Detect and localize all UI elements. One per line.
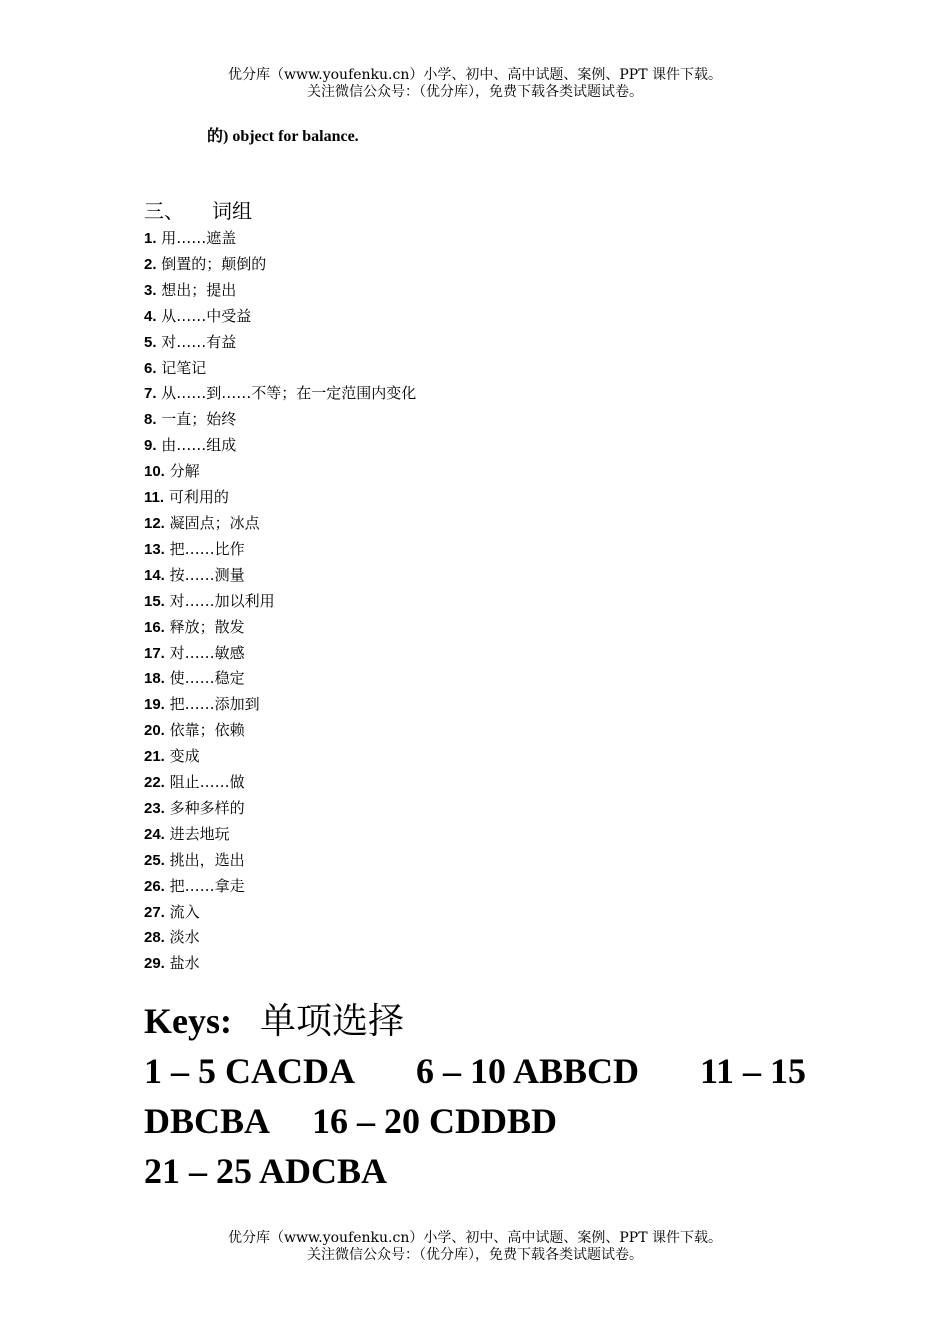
keys-row-3: [144, 1146, 814, 1196]
phrase-number: 27.: [144, 903, 165, 921]
phrase-number: 26.: [144, 877, 165, 895]
phrase-text: 从……中受益: [161, 306, 252, 325]
phrase-text: 盐水: [169, 954, 200, 973]
phrase-item: [144, 563, 416, 589]
phrase-item: [144, 848, 416, 874]
phrase-text: 流入: [169, 902, 200, 921]
phrase-item: [144, 744, 416, 770]
phrase-number: 14.: [144, 566, 165, 584]
phrase-number: 28.: [144, 929, 165, 947]
phrase-number: 22.: [144, 774, 165, 792]
phrase-number: 19.: [144, 696, 165, 714]
page-header: [0, 67, 950, 101]
phrase-item: [144, 874, 416, 900]
phrase-item: [144, 770, 416, 796]
phrase-number: 1.: [144, 230, 157, 247]
phrase-text: 使……稳定: [169, 669, 245, 688]
phrase-item: [144, 407, 416, 433]
answer-keys: [144, 996, 814, 1196]
phrase-number: 23.: [144, 799, 165, 817]
phrase-item: [144, 822, 416, 848]
phrase-item: [144, 252, 416, 278]
phrase-number: 6.: [144, 359, 157, 377]
phrase-text: 记笔记: [161, 358, 207, 377]
key-answers: ABBCD: [512, 1051, 640, 1091]
section-heading: [144, 198, 252, 224]
key-range: 1 – 5: [144, 1051, 216, 1091]
phrase-number: 12.: [144, 514, 165, 532]
phrase-text: 从……到……不等；在一定范围内变化: [161, 384, 417, 403]
phrase-number: 20.: [144, 722, 165, 740]
phrase-number: 16.: [144, 618, 165, 636]
key-group: [416, 1046, 639, 1096]
phrase-item: [144, 951, 416, 977]
phrase-text: 把……添加到: [169, 695, 260, 714]
phrase-number: 9.: [144, 437, 157, 455]
phrase-number: 15.: [144, 592, 165, 610]
phrase-item: [144, 356, 416, 382]
key-group: [144, 1046, 355, 1096]
phrase-text: 变成: [169, 747, 200, 766]
header-line-1: 优分库（www.youfenku.cn）小学、初中、高中试题、案例、PPT 课件下载。: [227, 67, 722, 83]
phrase-text: 倒置的；颠倒的: [161, 254, 267, 273]
phrase-item: [144, 641, 416, 667]
phrase-text: 分解: [169, 462, 200, 481]
key-group: [312, 1101, 557, 1141]
phrase-item: [144, 589, 416, 615]
phrase-item: [144, 511, 416, 537]
phrase-item: [144, 666, 416, 692]
phrase-text: 把……比作: [169, 539, 245, 558]
phrase-text: 一直；始终: [161, 410, 237, 429]
phrase-text: 对……加以利用: [169, 591, 275, 610]
phrase-number: 2.: [144, 255, 157, 273]
key-range: 6 – 10: [415, 1051, 506, 1091]
phrase-item: [144, 459, 416, 485]
phrase-text: 淡水: [169, 928, 200, 947]
footer-line-2: 关注微信公众号：（优分库），免费下载各类试题试卷。: [307, 1247, 643, 1263]
phrase-number: 17.: [144, 644, 165, 662]
phrase-number: 29.: [144, 955, 165, 973]
key-range: 11 – 15: [699, 1051, 806, 1091]
phrase-number: 10.: [144, 463, 165, 481]
phrase-text: 多种多样的: [169, 798, 245, 817]
phrase-item: [144, 796, 416, 822]
phrase-text: 想出；提出: [161, 280, 237, 299]
phrase-list: [144, 226, 416, 977]
section-title: 词组: [212, 199, 252, 223]
footer-line-1: 优分库（www.youfenku.cn）小学、初中、高中试题、案例、PPT 课件下载。: [227, 1230, 722, 1246]
phrase-text: 释放；散发: [169, 617, 245, 636]
phrase-number: 13.: [144, 540, 165, 558]
header-line-2: 关注微信公众号：（优分库），免费下载各类试题试卷。: [307, 84, 643, 100]
phrase-item: [144, 381, 416, 407]
phrase-text: 用……遮盖: [161, 229, 237, 247]
phrase-item: [144, 433, 416, 459]
phrase-text: 阻止……做: [169, 773, 245, 792]
phrase-item: [144, 692, 416, 718]
phrase-text: 依靠；依赖: [169, 721, 245, 740]
phrase-item: [144, 485, 416, 511]
continued-text-fragment: 的) object for balance.: [207, 128, 359, 145]
keys-title: 单项选择: [259, 1001, 404, 1042]
phrase-item: [144, 900, 416, 926]
keys-row-1: [144, 1046, 806, 1096]
phrase-item: [144, 925, 416, 951]
key-answers: CACDA: [225, 1051, 355, 1091]
phrase-text: 对……敏感: [169, 643, 245, 662]
phrase-text: 对……有益: [161, 332, 237, 351]
key-answers: CDDBD: [429, 1101, 558, 1141]
key-range: 16 – 20: [312, 1101, 421, 1141]
phrase-text: 进去地玩: [169, 824, 230, 843]
phrase-item: [144, 278, 416, 304]
phrase-number: 3.: [144, 281, 157, 299]
key-answers: ADCBA: [259, 1151, 388, 1191]
phrase-number: 11.: [144, 489, 165, 507]
phrase-number: 25.: [144, 851, 165, 869]
phrase-item: [144, 537, 416, 563]
phrase-text: 可利用的: [168, 488, 229, 507]
phrase-number: 18.: [144, 670, 165, 688]
phrase-number: 5.: [144, 333, 157, 351]
phrase-text: 按……测量: [169, 565, 245, 584]
phrase-item: [144, 304, 416, 330]
phrase-number: 8.: [144, 411, 157, 429]
phrase-item: [144, 226, 416, 252]
phrase-text: 把……拿走: [169, 876, 245, 895]
keys-heading: [144, 996, 814, 1046]
keys-row-2: [144, 1096, 814, 1146]
key-answers: DBCBA: [144, 1101, 271, 1141]
phrase-item: [144, 615, 416, 641]
phrase-text: 凝固点；冰点: [169, 513, 260, 532]
phrase-number: 4.: [144, 307, 157, 325]
phrase-number: 24.: [144, 825, 165, 843]
phrase-text: 由……组成: [161, 436, 237, 455]
page-footer: [0, 1230, 950, 1264]
phrase-text: 挑出，选出: [169, 850, 245, 869]
phrase-number: 21.: [144, 748, 165, 766]
phrase-item: [144, 718, 416, 744]
key-group: [144, 1151, 387, 1191]
key-range: 21 – 25: [144, 1151, 252, 1191]
keys-label: Keys:: [144, 1001, 232, 1041]
phrase-item: [144, 330, 416, 356]
phrase-number: 7.: [144, 385, 157, 403]
section-number: 三、: [144, 199, 184, 223]
